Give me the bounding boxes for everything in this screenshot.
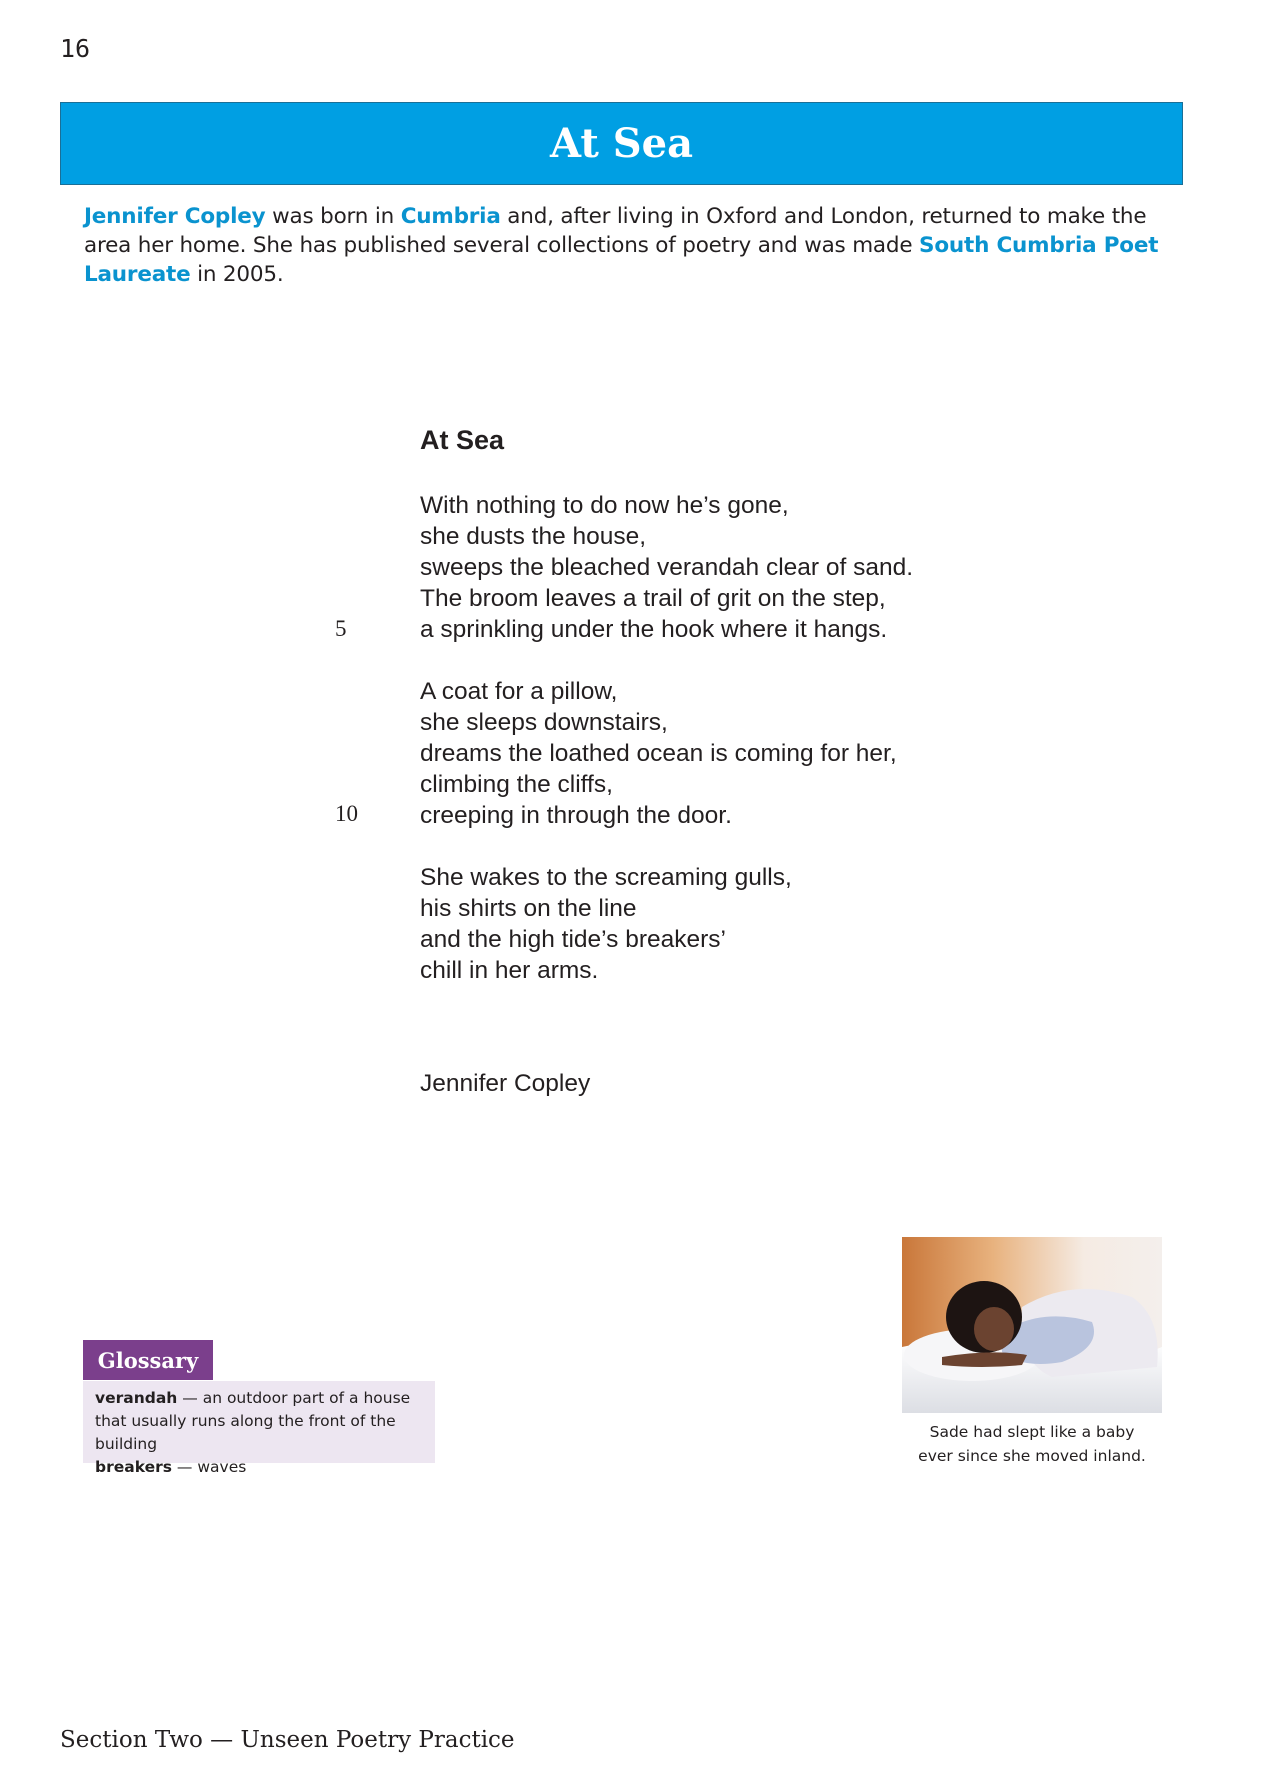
poem-line: and the high tide’s breakers’ [420, 926, 726, 953]
line-number-5: 5 [335, 616, 347, 641]
poem-title: At Sea [420, 425, 505, 455]
poem-author: Jennifer Copley [420, 1070, 591, 1097]
poet-name-highlight: Jennifer Copley [84, 204, 266, 229]
poem-line: The broom leaves a trail of grit on the step, [420, 585, 886, 612]
poet-introduction [84, 202, 1194, 289]
glossary-term: verandah [95, 1389, 178, 1407]
glossary-box [83, 1381, 435, 1476]
poem-line: creeping in through the door. [420, 802, 732, 829]
intro-text-1: was born in [265, 204, 401, 229]
intro-text-2: and, after living in Oxford and London, returned to make the area her home. She has published several collections of poetry and was made [84, 204, 1147, 258]
caption-line: ever since she moved inland. [918, 1447, 1146, 1465]
sleeping-woman-photo [902, 1237, 1162, 1413]
title-banner [60, 102, 1183, 185]
honour-highlight: South Cumbria Poet Laureate [84, 233, 1159, 287]
glossary-entry [95, 1387, 423, 1456]
line-number-10: 10 [335, 801, 358, 826]
poem-line: A coat for a pillow, [420, 678, 618, 705]
stanza-2 [420, 676, 897, 831]
page-number: 16 [60, 34, 91, 63]
poem-line: climbing the cliffs, [420, 771, 613, 798]
poem-line: his shirts on the line [420, 895, 637, 922]
poem-line: dreams the loathed ocean is coming for her, [420, 740, 897, 767]
glossary-definition: — waves [172, 1458, 247, 1476]
poem-line: chill in her arms. [420, 957, 599, 984]
poem-line: she sleeps downstairs, [420, 709, 668, 736]
photo-caption [902, 1420, 1162, 1468]
poem-line: With nothing to do now he’s gone, [420, 492, 789, 519]
caption-line: Sade had slept like a baby [929, 1423, 1135, 1441]
poem-line: a sprinkling under the hook where it hangs. [420, 616, 888, 643]
stanza-3 [420, 862, 792, 986]
glossary-heading: Glossary [83, 1340, 213, 1380]
poem-line: She wakes to the screaming gulls, [420, 864, 792, 891]
poem-line: she dusts the house, [420, 523, 647, 550]
page-title: At Sea [550, 120, 693, 167]
poem-line: sweeps the bleached verandah clear of sand. [420, 554, 914, 581]
place-highlight: Cumbria [400, 204, 501, 229]
photo-illustration [902, 1237, 1162, 1413]
section-footer: Section Two — Unseen Poetry Practice [60, 1727, 515, 1753]
stanza-1 [420, 490, 913, 645]
glossary-definition: — an outdoor part of a house that usually runs along the front of the building [95, 1389, 411, 1453]
glossary-term: breakers [95, 1458, 172, 1476]
intro-text-3: in 2005. [190, 262, 284, 287]
glossary-entry [95, 1456, 423, 1479]
